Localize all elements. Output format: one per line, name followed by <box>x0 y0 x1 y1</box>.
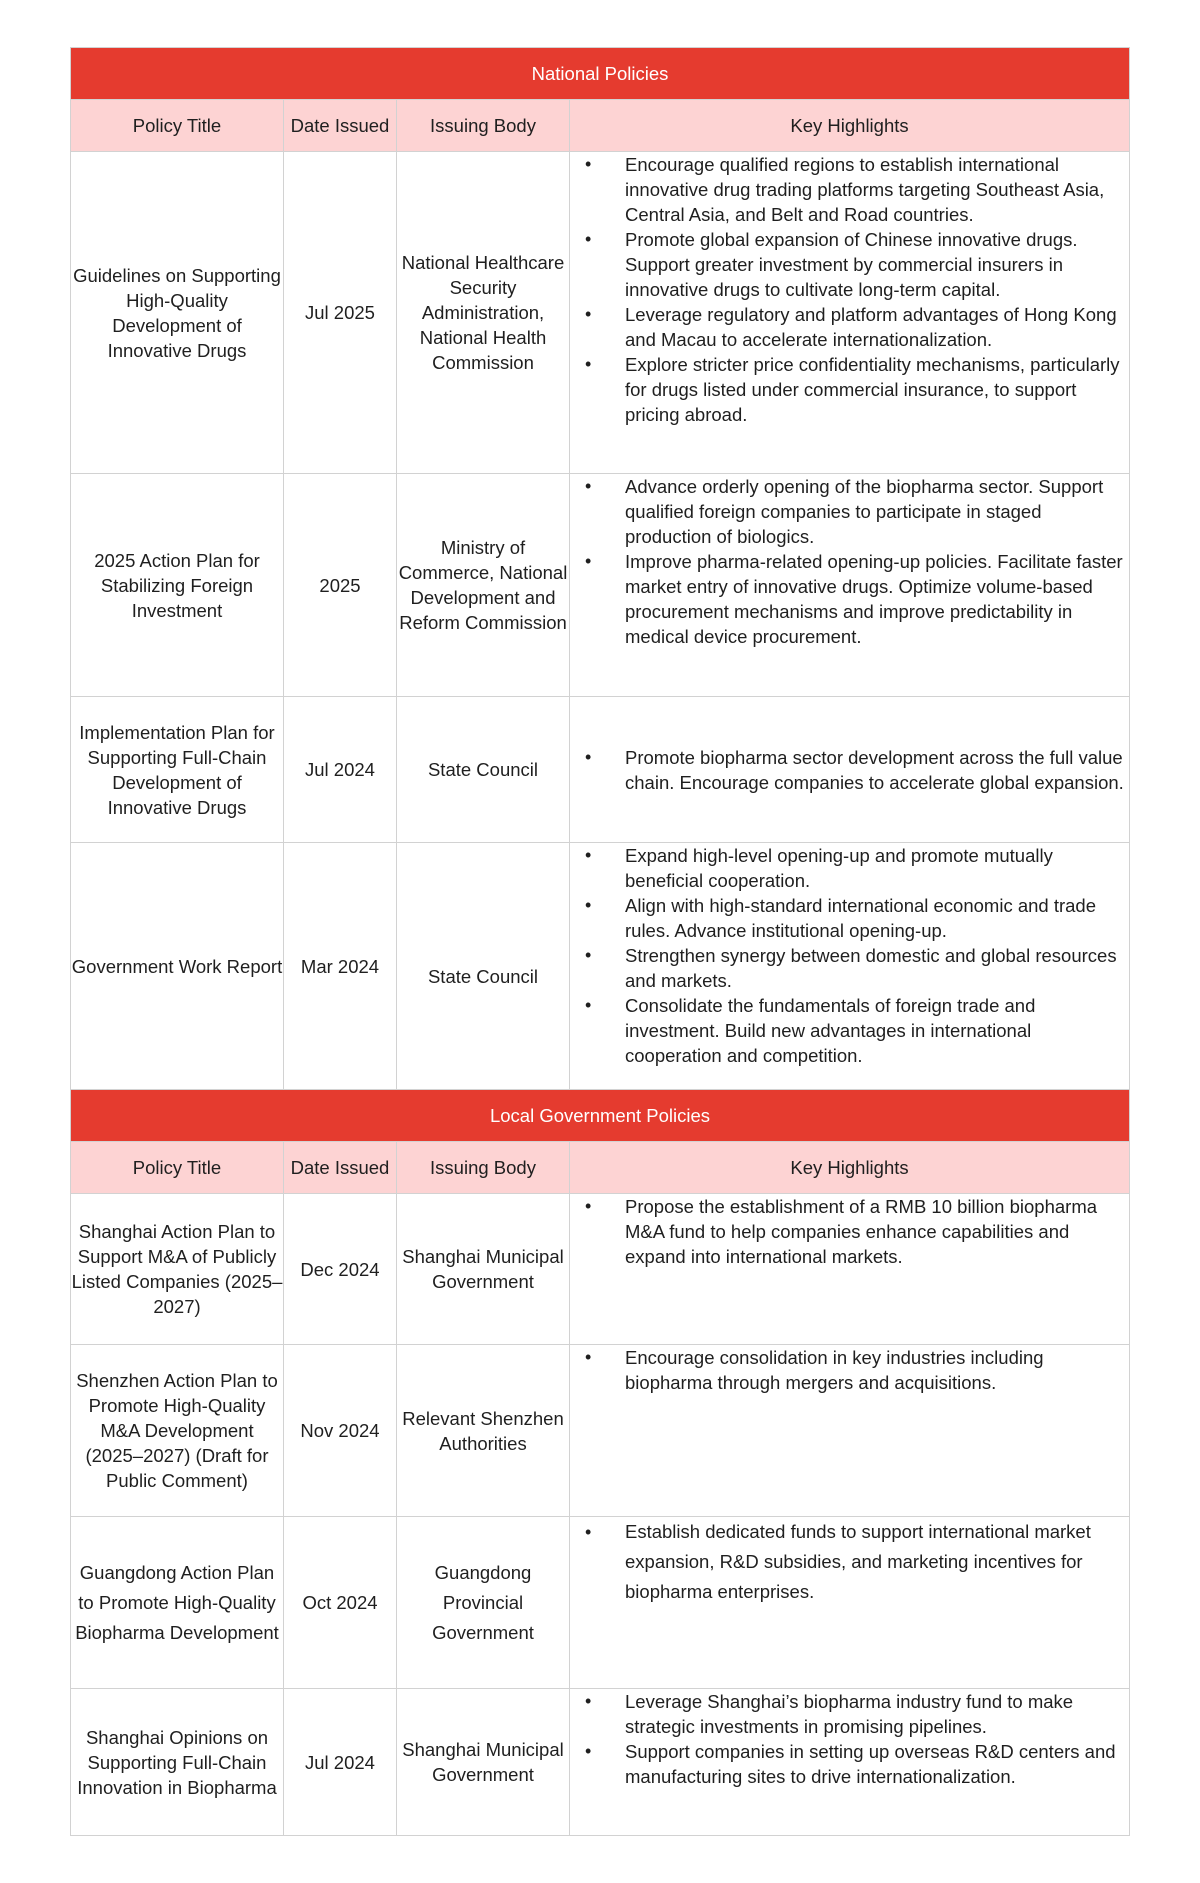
highlight-item: • Leverage Shanghai’s biopharma industry fund to make strategic investments in promising pipelines. <box>625 1689 1129 1739</box>
table-row <box>71 1689 1130 1836</box>
highlights-cell <box>570 1194 1130 1345</box>
section-title: National Policies <box>71 48 1130 100</box>
highlight-item: • Align with high-standard international economic and trade rules. Advance institutional opening-up. <box>625 893 1129 943</box>
highlights-cell <box>570 843 1130 1090</box>
date-cell: Jul 2025 <box>284 152 397 474</box>
column-header-issuing-body: Issuing Body <box>397 1142 570 1194</box>
issuing-body-cell: Relevant Shenzhen Authorities <box>397 1345 570 1517</box>
highlight-item: • Explore stricter price confidentiality mechanisms, particularly for drugs listed under commercial insurance, to support pricing abroad. <box>625 352 1129 427</box>
highlights-list <box>570 1517 1129 1607</box>
highlights-list <box>570 1194 1129 1269</box>
highlight-item: • Promote global expansion of Chinese innovative drugs. Support greater investment by commercial insurers in innovative drugs to cultivate long-term capital. <box>625 227 1129 302</box>
highlight-item: • Support companies in setting up overseas R&D centers and manufacturing sites to drive internationalization. <box>625 1739 1129 1789</box>
highlight-item: • Encourage qualified regions to establish international innovative drug trading platforms targeting Southeast Asia, Central Asia, and Belt and Road countries. <box>625 152 1129 227</box>
column-header-date-issued: Date Issued <box>284 1142 397 1194</box>
highlight-item: • Improve pharma-related opening-up policies. Facilitate faster market entry of innovative drugs. Optimize volume-based procurement mechanisms and improve predictability in medical device procurement. <box>625 549 1129 649</box>
column-header-issuing-body: Issuing Body <box>397 100 570 152</box>
highlights-cell <box>570 1345 1130 1517</box>
policy-title-cell: Guidelines on Supporting High-Quality Development of Innovative Drugs <box>71 152 284 474</box>
date-cell: Jul 2024 <box>284 1689 397 1836</box>
column-header-key-highlights: Key Highlights <box>570 100 1130 152</box>
highlights-cell <box>570 1689 1130 1836</box>
date-cell: 2025 <box>284 474 397 697</box>
section-header-national <box>71 48 1130 100</box>
policy-title-cell: Shanghai Opinions on Supporting Full-Chain Innovation in Biopharma <box>71 1689 284 1836</box>
table-row <box>71 1345 1130 1517</box>
date-cell: Jul 2024 <box>284 697 397 843</box>
column-header-policy-title: Policy Title <box>71 1142 284 1194</box>
table-row <box>71 474 1130 697</box>
table-row <box>71 1194 1130 1345</box>
date-cell: Oct 2024 <box>284 1517 397 1689</box>
date-cell: Nov 2024 <box>284 1345 397 1517</box>
issuing-body-cell: Shanghai Municipal Government <box>397 1194 570 1345</box>
issuing-body-cell: Ministry of Commerce, National Development and Reform Commission <box>397 474 570 697</box>
table-row <box>71 697 1130 843</box>
highlights-cell <box>570 1517 1130 1689</box>
highlight-item: • Establish dedicated funds to support international market expansion, R&D subsidies, and marketing incentives for biopharma enterprises. <box>625 1517 1129 1607</box>
column-header-key-highlights: Key Highlights <box>570 1142 1130 1194</box>
issuing-body-cell: State Council <box>397 843 570 1090</box>
section-title: Local Government Policies <box>71 1090 1130 1142</box>
highlights-list <box>570 152 1129 427</box>
highlights-list <box>570 843 1129 1068</box>
issuing-body-cell: National Healthcare Security Administration, National Health Commission <box>397 152 570 474</box>
issuing-body-cell: Guangdong Provincial Government <box>397 1517 570 1689</box>
table-row <box>71 1517 1130 1689</box>
policy-table-container <box>70 47 1129 1836</box>
policy-title-cell: Guangdong Action Plan to Promote High-Quality Biopharma Development <box>71 1517 284 1689</box>
policy-title-cell: Shenzhen Action Plan to Promote High-Quality M&A Development (2025–2027) (Draft for Public Comment) <box>71 1345 284 1517</box>
highlight-item: • Leverage regulatory and platform advantages of Hong Kong and Macau to accelerate internationalization. <box>625 302 1129 352</box>
highlight-item: • Strengthen synergy between domestic and global resources and markets. <box>625 943 1129 993</box>
highlight-item: • Expand high-level opening-up and promote mutually beneficial cooperation. <box>625 843 1129 893</box>
date-cell: Mar 2024 <box>284 843 397 1090</box>
issuing-body-cell: State Council <box>397 697 570 843</box>
issuing-body-cell: Shanghai Municipal Government <box>397 1689 570 1836</box>
policy-title-cell: Government Work Report <box>71 843 284 1090</box>
table-row <box>71 152 1130 474</box>
highlights-list <box>570 1345 1129 1395</box>
date-cell: Dec 2024 <box>284 1194 397 1345</box>
highlights-list <box>570 474 1129 649</box>
table-row <box>71 843 1130 1090</box>
highlights-cell <box>570 474 1130 697</box>
highlights-list <box>570 1689 1129 1789</box>
highlight-item: • Propose the establishment of a RMB 10 billion biopharma M&A fund to help companies enhance capabilities and expand into international markets. <box>625 1194 1129 1269</box>
highlight-item: • Advance orderly opening of the biopharma sector. Support qualified foreign companies to participate in staged production of biologics. <box>625 474 1129 549</box>
column-header-policy-title: Policy Title <box>71 100 284 152</box>
policy-table <box>70 47 1130 1836</box>
highlights-cell <box>570 697 1130 843</box>
column-header-row <box>71 100 1130 152</box>
policy-title-cell: Shanghai Action Plan to Support M&A of Publicly Listed Companies (2025–2027) <box>71 1194 284 1345</box>
section-header-local <box>71 1090 1130 1142</box>
highlights-cell <box>570 152 1130 474</box>
policy-title-cell: Implementation Plan for Supporting Full-Chain Development of Innovative Drugs <box>71 697 284 843</box>
column-header-row <box>71 1142 1130 1194</box>
highlight-item: • Consolidate the fundamentals of foreign trade and investment. Build new advantages in international cooperation and competition. <box>625 993 1129 1068</box>
highlight-item: • Promote biopharma sector development across the full value chain. Encourage companies to accelerate global expansion. <box>625 745 1129 795</box>
policy-title-cell: 2025 Action Plan for Stabilizing Foreign Investment <box>71 474 284 697</box>
column-header-date-issued: Date Issued <box>284 100 397 152</box>
highlights-list <box>570 745 1129 795</box>
highlight-item: • Encourage consolidation in key industries including biopharma through mergers and acquisitions. <box>625 1345 1129 1395</box>
